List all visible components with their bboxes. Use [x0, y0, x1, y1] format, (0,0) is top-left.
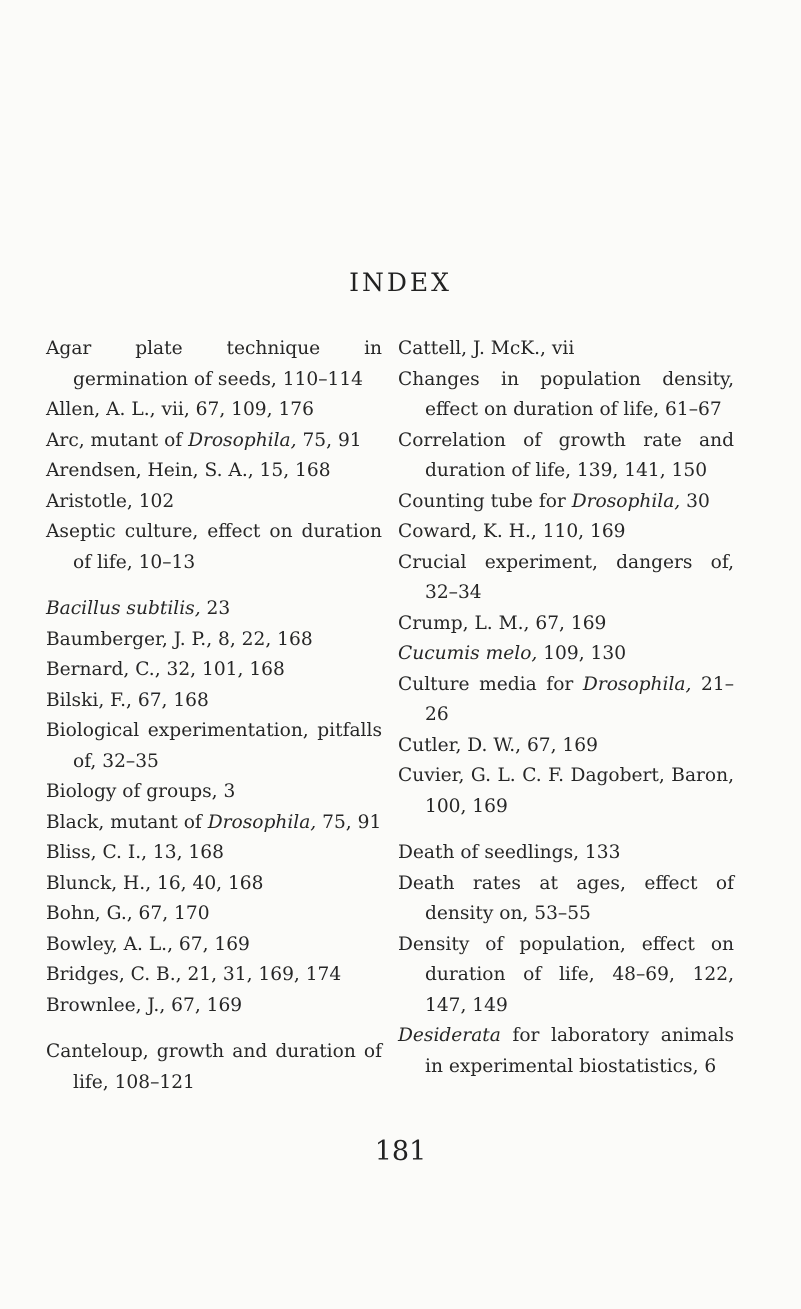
index-entry [398, 334, 734, 365]
index-entry [46, 808, 382, 839]
index-entry-text: Arendsen, Hein, S. A., 15, 168 [46, 460, 331, 481]
index-entry-text: Death of seedlings, 133 [398, 842, 621, 863]
index-entry [46, 930, 382, 961]
page-number: 181 [374, 1136, 427, 1167]
index-entry [46, 838, 382, 869]
index-entry [398, 487, 734, 518]
index-entry-text: 75, 91 [296, 429, 362, 451]
index-entry-text: for laboratory animals in experimental biostatistics, 6 [425, 1025, 734, 1077]
index-entry [46, 777, 382, 808]
index-entry-italic-text: Drosophila, [207, 811, 317, 833]
index-entry-text: Black, mutant of [46, 811, 208, 833]
index-entry-text: Bernard, C., 32, 101, 168 [46, 659, 285, 680]
index-entry [46, 899, 382, 930]
index-entry-text: Biological experimentation, pitfalls of, 32–35 [46, 720, 382, 772]
index-entry [46, 869, 382, 900]
index-entry-text: Canteloup, growth and duration of life, 108–121 [46, 1041, 382, 1093]
index-entry-italic-text: Drosophila, [571, 490, 681, 512]
index-entry [46, 594, 382, 625]
index-entry-text: Coward, K. H., 110, 169 [398, 521, 626, 542]
index-entry-italic-text: Desiderata [398, 1025, 501, 1046]
index-entry-text: Cuvier, G. L. C. F. Dagobert, Baron, 100, 169 [398, 765, 734, 817]
index-entry-text: Counting tube for [398, 490, 572, 512]
index-entry-text: Blunck, H., 16, 40, 168 [46, 872, 264, 894]
index-entry-italic-text: Cucumis melo, [398, 643, 538, 664]
index-entry [398, 426, 734, 487]
index-entry-text: 109, 130 [537, 643, 627, 664]
index-entry-text: Allen, A. L., vii, 67, 109, 176 [46, 399, 314, 420]
index-entry-italic-text: Bacillus subtilis, [46, 598, 201, 619]
index-entry [46, 716, 382, 777]
index-entry-text: 75, 91 [316, 811, 382, 833]
index-entry [398, 869, 734, 930]
index-entry-text: Correlation of growth rate and duration of life, 139, 141, 150 [398, 429, 734, 481]
index-entry-text: Bohn, G., 67, 170 [46, 903, 210, 924]
index-entry [46, 487, 382, 518]
index-entry-text: Bridges, C. B., 21, 31, 169, 174 [46, 964, 342, 985]
index-entry [46, 426, 382, 457]
index-entry [398, 639, 734, 670]
index-entry [398, 548, 734, 609]
index-entry-text: Aristotle, 102 [46, 490, 175, 512]
index-entry [46, 655, 382, 686]
index-entry-text: Baumberger, J. P., 8, 22, 168 [46, 628, 313, 650]
index-entry [46, 686, 382, 717]
index-entry-text: 21–26 [425, 673, 734, 725]
index-column-left [46, 334, 382, 1098]
index-entry [398, 731, 734, 762]
index-entry-text: Cutler, D. W., 67, 169 [398, 734, 598, 756]
index-entry [46, 960, 382, 991]
index-entry [398, 517, 734, 548]
index-entry-text: Cattell, J. McK., vii [398, 338, 575, 359]
index-entry-italic-text: Drosophila, [582, 673, 692, 695]
index-entry [398, 930, 734, 1022]
index-entry-text: Bliss, C. I., 13, 168 [46, 842, 224, 863]
index-entry [398, 761, 734, 822]
index-column-right [398, 334, 734, 1082]
index-entry [46, 991, 382, 1022]
index-entry-text: 30 [680, 490, 710, 512]
index-entry-text: Crump, L. M., 67, 169 [398, 612, 607, 634]
index-entry [46, 625, 382, 656]
index-entry [46, 334, 382, 395]
index-entry-text: Brownlee, J., 67, 169 [46, 994, 243, 1016]
index-entry-text: Arc, mutant of [46, 429, 189, 451]
index-entry [398, 365, 734, 426]
index-entry [46, 456, 382, 487]
index-entry-text: Changes in population density, effect on duration of life, 61–67 [398, 368, 734, 420]
index-entry-text: Culture media for [398, 673, 583, 695]
index-entry-text: Aseptic culture, effect on duration of life, 10–13 [46, 521, 382, 573]
page-title: INDEX [349, 268, 452, 297]
index-entry-text: Biology of groups, 3 [46, 781, 236, 802]
index-entry [398, 1021, 734, 1082]
index-entry-text: Crucial experiment, dangers of, 32–34 [398, 551, 734, 603]
index-entry-text: Density of population, effect on duration of life, 48–69, 122, 147, 149 [398, 933, 734, 1016]
index-entry [398, 670, 734, 731]
index-entry-text: Bowley, A. L., 67, 169 [46, 933, 250, 955]
index-entry [398, 838, 734, 869]
index-entry-text: Death rates at ages, effect of density on, 53–55 [398, 872, 734, 924]
index-entry [46, 395, 382, 426]
index-entry [46, 1037, 382, 1098]
index-entry [398, 609, 734, 640]
index-entry-text: Agar plate technique in germination of seeds, 110–114 [46, 338, 382, 390]
index-entry-text: Bilski, F., 67, 168 [46, 689, 209, 711]
index-entry-italic-text: Drosophila, [188, 429, 297, 451]
index-entry [46, 517, 382, 578]
index-entry-text: 23 [200, 598, 231, 619]
